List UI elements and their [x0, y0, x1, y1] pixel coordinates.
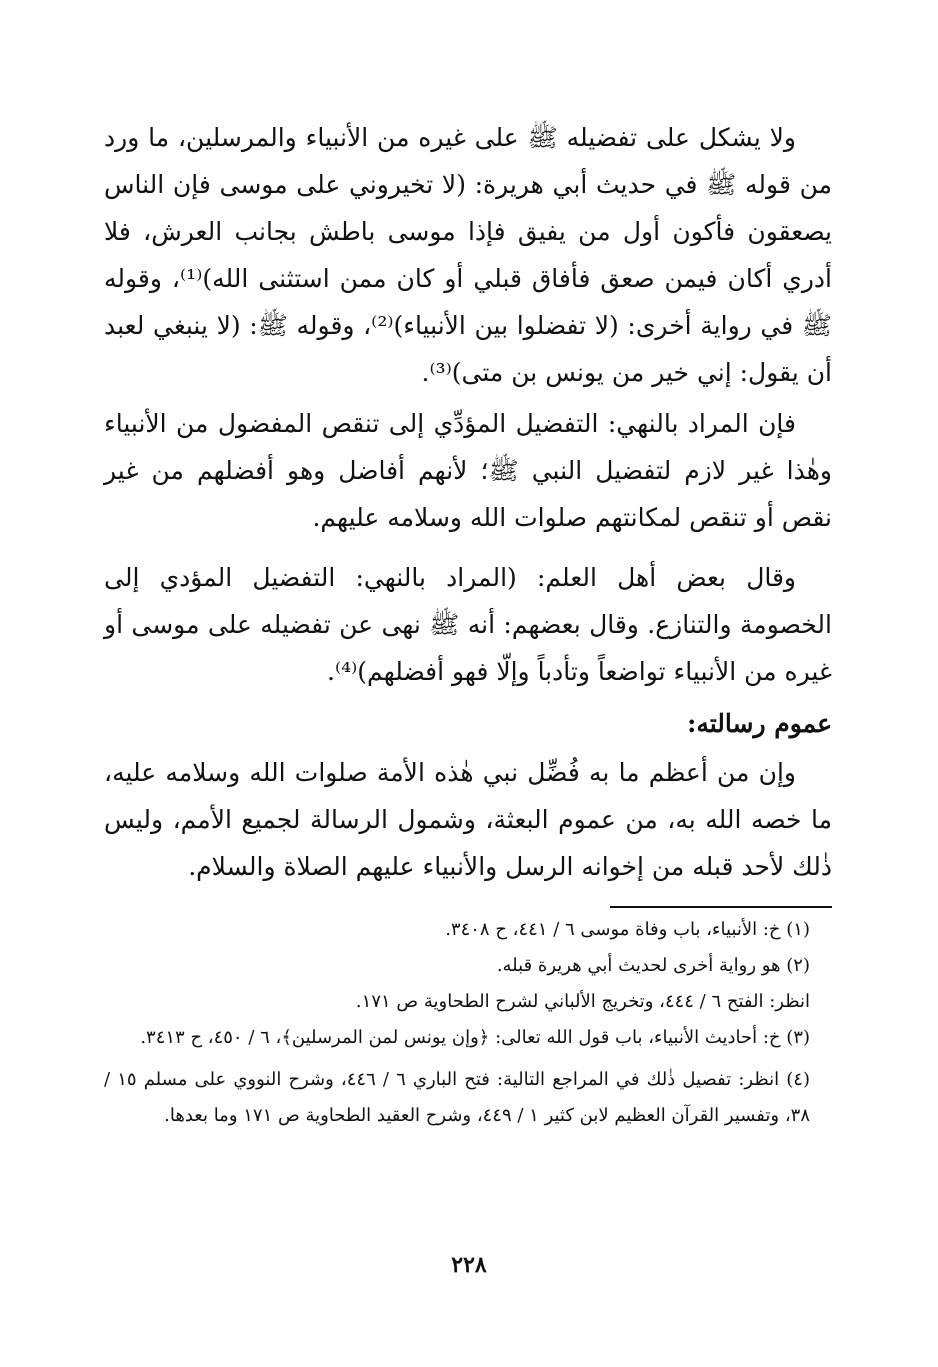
paragraph-2-text: فإن المراد بالنهي: التفضيل المؤدِّي إلى تنقص المفضول من الأنبياء وهٰذا غير لازم لتفضيل النبي ﷺ؛ لأنهم أفاضل وهو أفضلهم من غير نقص أو تنقص لمكانتهم صلوات الله وسلامه عليهم.: [104, 409, 832, 532]
footnote-3: (٣) خ: أحاديث الأنبياء، باب قول الله تعالى: ﴿وإن يونس لمن المرسلين﴾، ٦ / ٤٥٠، ح ٣٤١٣.: [140, 1027, 810, 1048]
paragraph-4: [104, 749, 832, 890]
paragraph-1: [104, 114, 832, 396]
paragraph-2: [104, 400, 832, 541]
paragraph-3: [104, 554, 832, 695]
paragraph-1-text: ولا يشكل على تفضيله ﷺ على غيره من الأنبياء والمرسلين، ما ورد من قوله ﷺ في حديث أبي هريرة: (لا تخيروني على موسى فإن الناس يصعقون فأكون أول من يفيق فإذا موسى باطش بجانب العرش، فلا أدري أكان فيمن صعق فأفاق قبلي أو كان ممن استثنى الله)⁽¹⁾، وقوله ﷺ في رواية أخرى: (لا تفضلوا بين الأنبياء)⁽²⁾، وقوله ﷺ: (لا ينبغي لعبد أن يقول: إني خير من يونس بن متى)⁽³⁾.: [104, 123, 832, 387]
paragraph-4-text: وإن من أعظم ما به فُضِّل نبي هٰذه الأمة صلوات الله وسلامه عليه، ما خصه الله به، من عموم البعثة، وشمول الرسالة لجميع الأمم، وليس ذٰلك لأحد قبله من إخوانه الرسل والأنبياء عليهم الصلاة والسلام.: [104, 758, 832, 881]
paragraph-3-text: وقال بعض أهل العلم: (المراد بالنهي: التفضيل المؤدي إلى الخصومة والتنازع. وقال بعضهم: أنه ﷺ نهى عن تفضيله على موسى أو غيره من الأنبياء تواضعاً وتأدباً وإلّا فهو أفضلهم)⁽⁴⁾.: [104, 563, 832, 686]
footnote-2: (٢) هو رواية أخرى لحديث أبي هريرة قبله.: [496, 955, 810, 976]
footnotes: [104, 912, 832, 1134]
footnote-2-continued: انظر: الفتح ٦ / ٤٤٤، وتخريج الألباني لشرح الطحاوية ص ١٧١.: [355, 991, 810, 1012]
section-heading: عموم رسالته:: [687, 709, 832, 738]
footnote-1: (١) خ: الأنبياء، باب وفاة موسى ٦ / ٤٤١، ح ٣٤٠٨.: [445, 919, 810, 940]
page-number: ٢٢٨: [451, 1252, 487, 1278]
footnote-4: (٤) انظر: تفصيل ذٰلك في المراجع التالية: فتح الباري ٦ / ٤٤٦، وشرح النووي على مسلم ١٥ / ٣٨، وتفسير القرآن العظيم لابن كثير ١ / ٤٤٩، وشرح العقيد الطحاوية ص ١٧١ وما بعدها.: [104, 1069, 810, 1126]
footnote-divider: [610, 906, 832, 908]
